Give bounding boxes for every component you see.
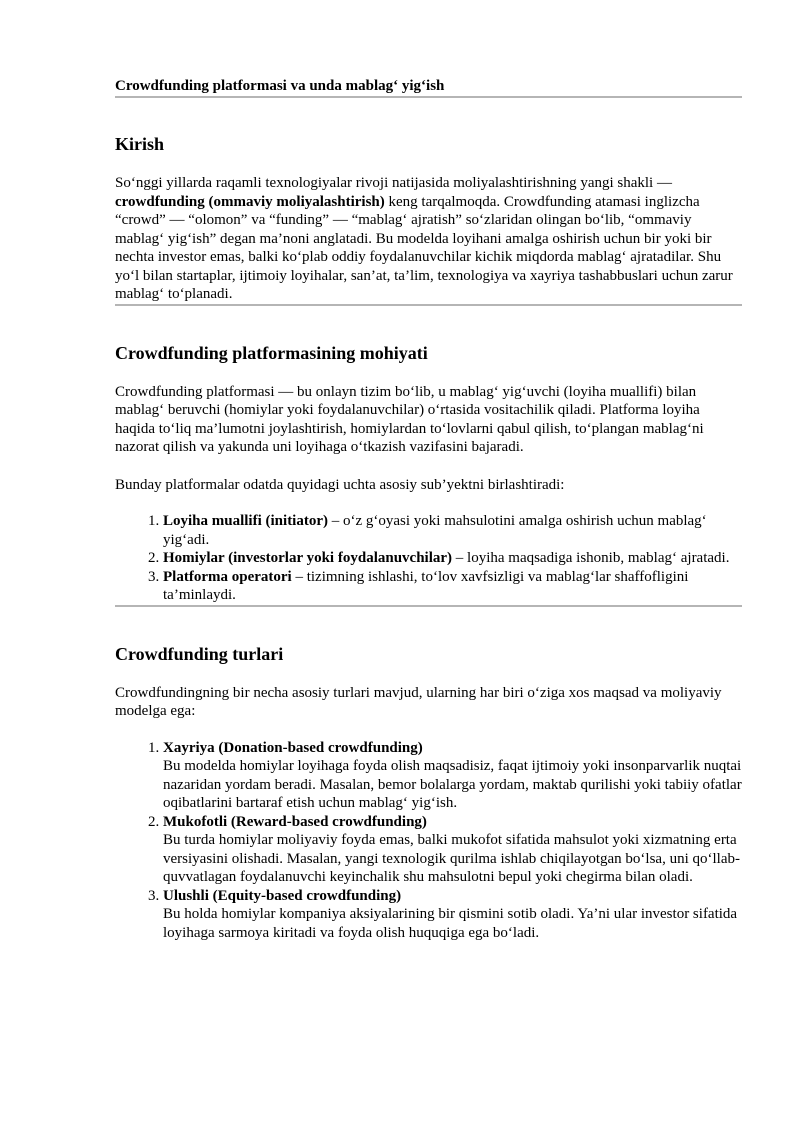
kirish-bold-term: crowdfunding (ommaviy moliyalashtirish) — [115, 193, 385, 210]
list-item-text: Bu modelda homiylar loyihaga foyda olish maqsadisiz, faqat ijtimoiy yoki insonparvarlik nuqtai nazaridan yordam beradi. Masalan, bemor bolalarga yordam, maktab qurilishi yoki tabiiy ofatlar oqibatlarini bartaraf etish uchun mablag‘ yig‘ish. — [163, 758, 742, 811]
kirish-text-b: keng tarqalmoqda. Crowdfunding atamasi inglizcha “crowd” — “olomon” va “funding” — “mablag‘ ajratish” so‘zlaridan olingan bo‘lib, “ommaviy mablag‘ yig‘ish” degan ma’noni anglatadi. Bu modelda loyihani amalga oshirish uchun bir yoki bir nechta investor emas, balki ko‘plab oddiy foydalanuvchilar kichik miqdorda mablag‘ ajratadilar. Shu yo‘l bilan startaplar, ijtimoiy loyihalar, san’at, ta’lim, texnologiya va xayriya tashabbuslari uchun zarur mablag‘ to‘planadi. — [115, 193, 733, 302]
list-item — [163, 512, 742, 549]
list-item-text: – loyiha maqsadiga ishonib, mablag‘ ajratadi. — [452, 550, 730, 566]
mohiyati-paragraph-1: Crowdfunding platformasi — bu onlayn tizim bo‘lib, u mablag‘ yig‘uvchi (loyiha muallifi) bilan mablag‘ beruvchi (homiylar yoki foydalanuvchilar) o‘rtasida vositachilik qiladi. Platforma loyiha haqida to‘liq ma’lumotni joylashtirish, homiylardan to‘lovlarni qabul qilish, to‘plangan mablag‘ni nazorat qilish va yakunda uni loyihaga o‘tkazish vazifasini bajaradi. — [115, 383, 704, 455]
list-item-bold: Platforma operatori — [163, 568, 292, 585]
list-item — [163, 568, 742, 605]
divider — [115, 605, 742, 607]
list-item-title: Xayriya (Donation-based crowdfunding) — [163, 739, 423, 756]
list-item-text: Bu holda homiylar kompaniya aksiyalarining bir qismini sotib oladi. Ya’ni ular investor sifatida loyihaga sarmoya kiritadi va foyda olish huquqiga ega bo‘ladi. — [163, 906, 738, 941]
kirish-text-a: So‘nggi yillarda raqamli texnologiyalar rivoji natijasida moliyalashtirishning yangi shakli — — [115, 175, 672, 191]
list-item-text: – o‘z g‘oyasi yoki mahsulotini amalga oshirish uchun mablag‘ yig‘adi. — [163, 513, 707, 548]
subjects-list — [115, 512, 742, 605]
list-item — [163, 813, 742, 887]
section-heading-turlari: Crowdfunding turlari — [115, 643, 284, 664]
list-item-title: Mukofotli (Reward-based crowdfunding) — [163, 813, 427, 830]
list-item-title: Ulushli (Equity-based crowdfunding) — [163, 887, 402, 904]
list-item-text: Bu turda homiylar moliyaviy foyda emas, balki mukofot sifatida mahsulot yoki xizmatning erta versiyasini olishadi. Masalan, yangi texnologik qurilma ishlab chiqilayotgan bo‘lsa, uni qo‘llab-quvvatlagan foydalanuvchi keyinchalik shu mahsulotni bepul yoki chegirma bilan oladi. — [163, 832, 740, 885]
list-item-bold: Homiylar (investorlar yoki foydalanuvchilar) — [163, 550, 453, 566]
kirish-paragraph — [115, 174, 742, 304]
list-item — [163, 887, 742, 943]
divider — [115, 304, 742, 306]
list-item — [163, 549, 742, 568]
types-list — [115, 739, 742, 943]
divider — [115, 96, 742, 98]
mohiyati-paragraph-2: Bunday platformalar odatda quyidagi uchta asosiy sub’yektni birlashtiradi: — [115, 476, 565, 493]
document-title: Crowdfunding platformasi va unda mablag‘ yig‘ish — [115, 78, 445, 94]
list-item — [163, 739, 742, 813]
turlari-intro: Crowdfundingning bir necha asosiy turlari mavjud, ularning har biri o‘ziga xos maqsad va moliyaviy modelga ega: — [115, 684, 722, 719]
list-item-bold: Loyiha muallifi (initiator) — [163, 513, 328, 529]
list-item-text: – tizimning ishlashi, to‘lov xavfsizligi va mablag‘lar shaffofligini ta’minlaydi. — [163, 568, 689, 603]
section-heading-mohiyati: Crowdfunding platformasining mohiyati — [115, 342, 428, 363]
section-heading-kirish: Kirish — [115, 134, 165, 154]
